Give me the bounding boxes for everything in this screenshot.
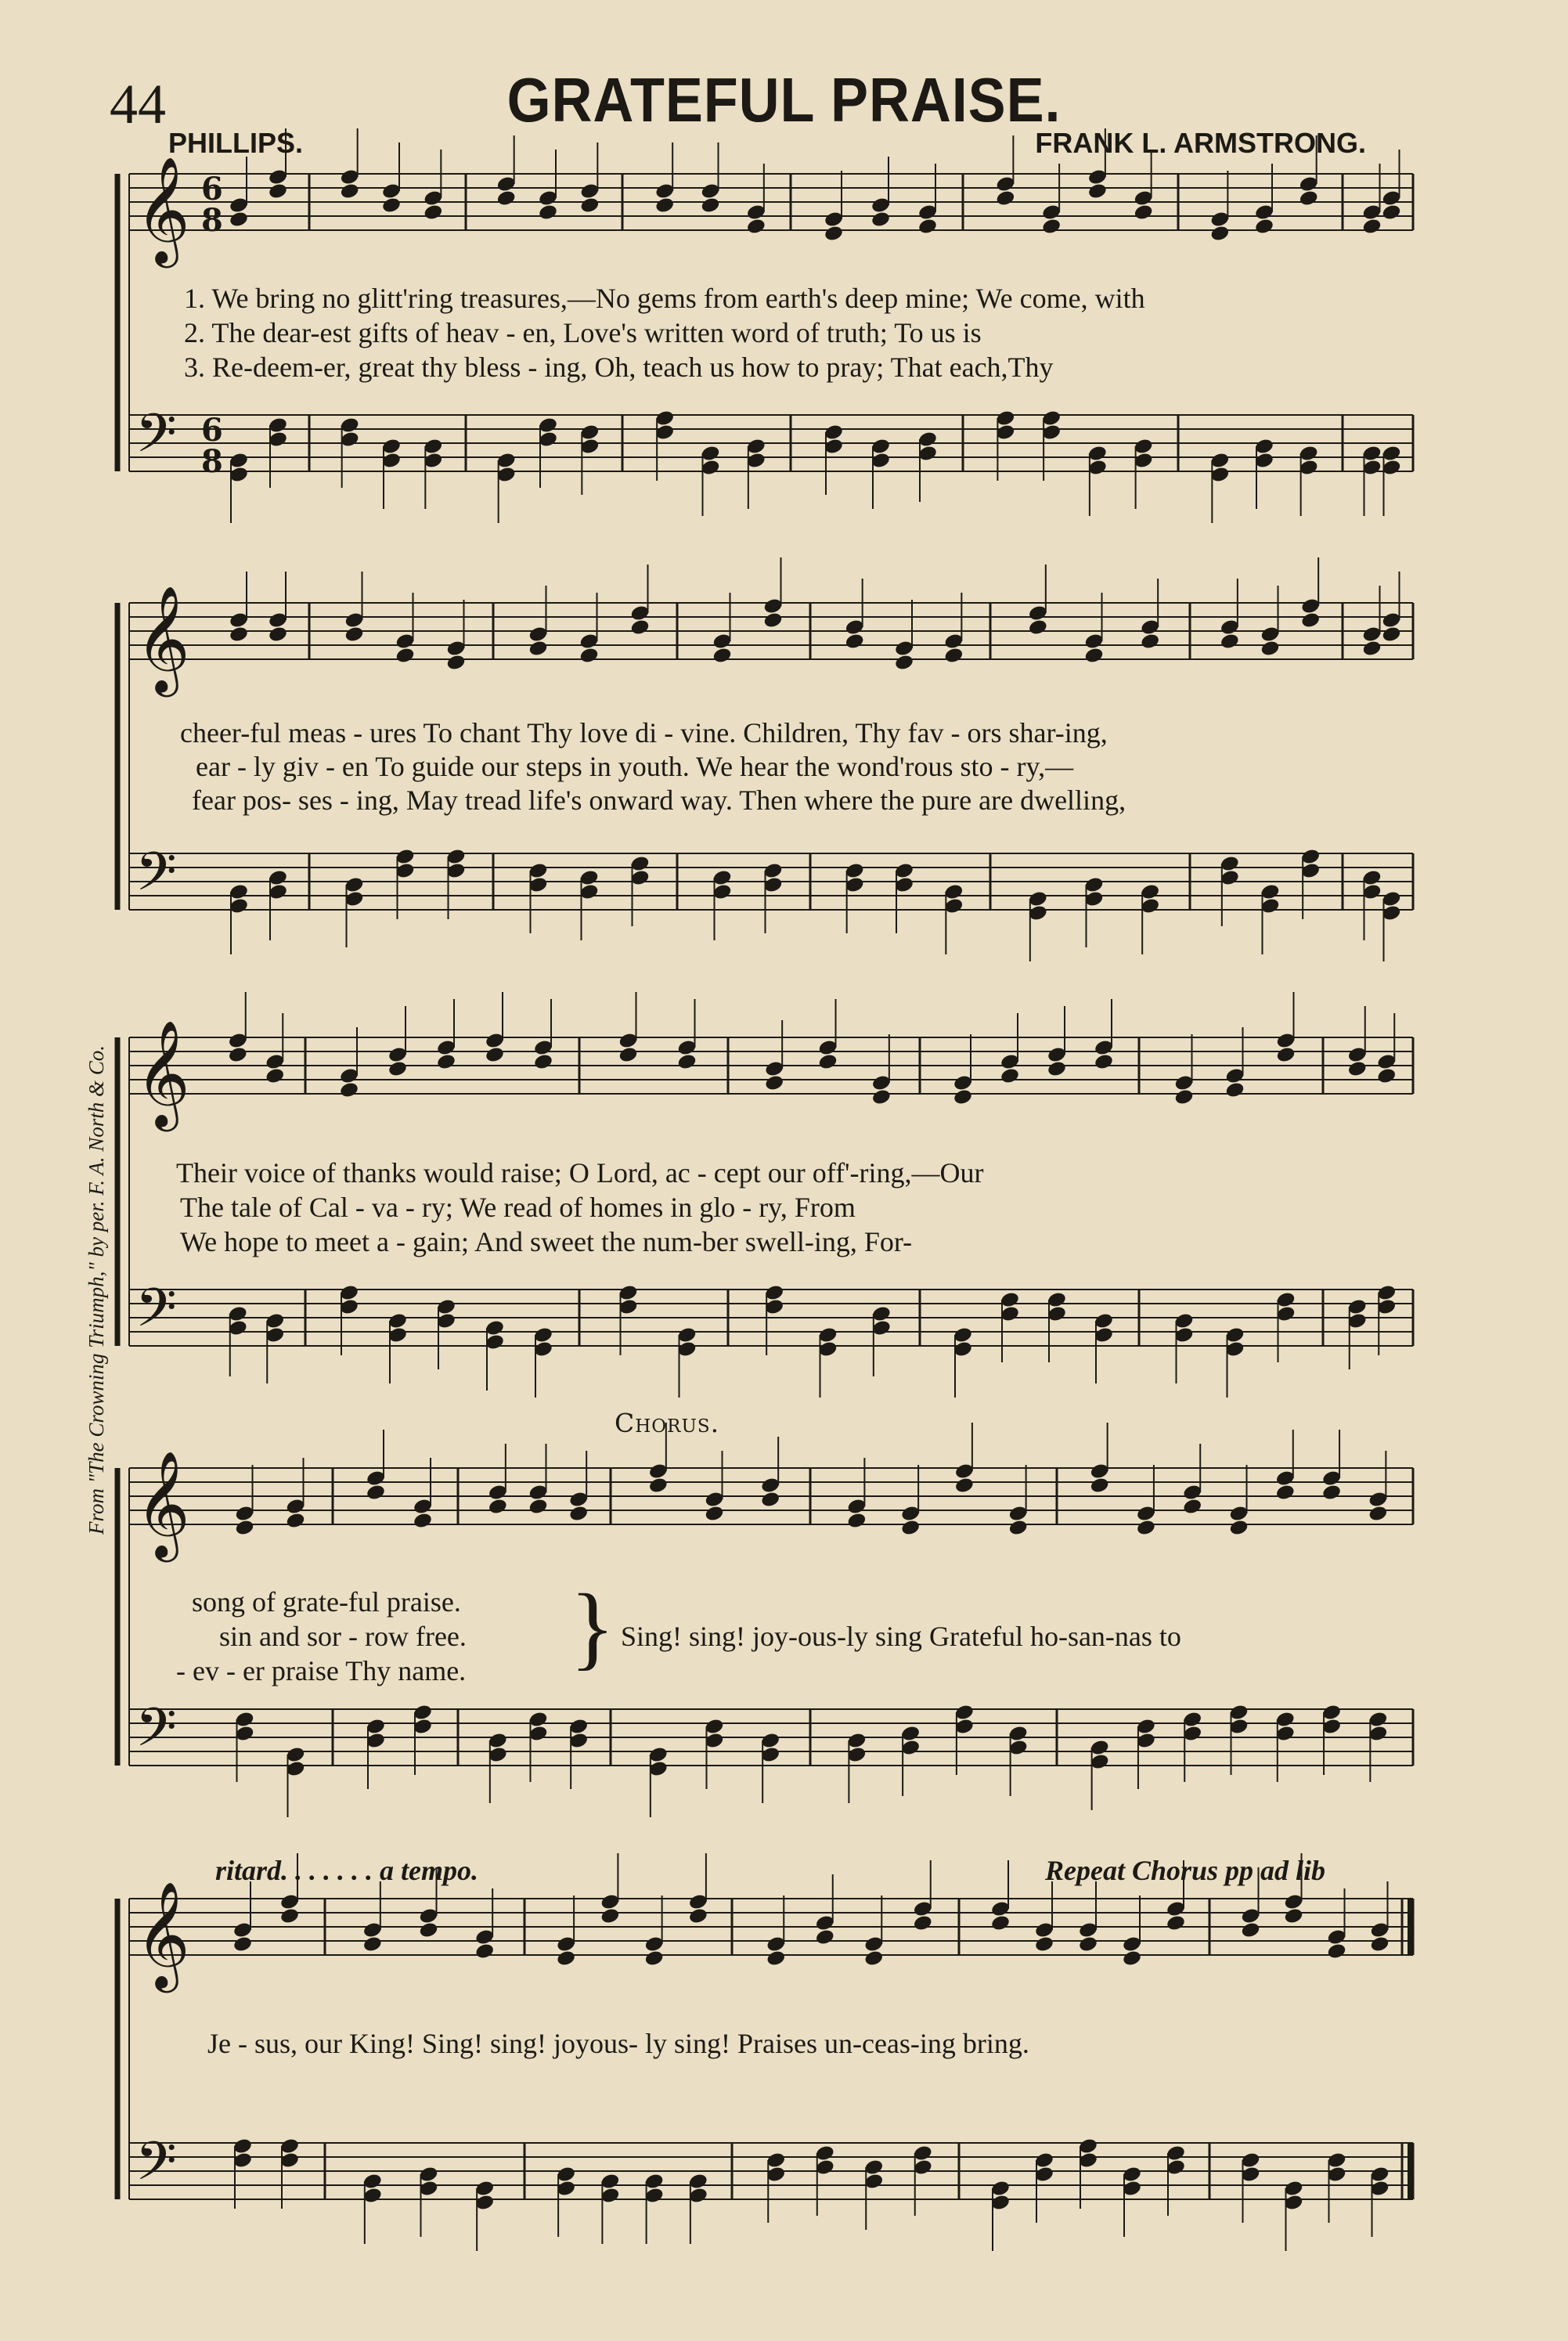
notehead xyxy=(232,1935,253,1953)
notehead xyxy=(1047,1060,1067,1078)
notehead xyxy=(418,1921,438,1939)
notehead xyxy=(538,204,558,222)
bass-clef-icon: 𝄢 xyxy=(135,403,177,478)
notehead xyxy=(1090,1477,1110,1495)
notehead xyxy=(990,1914,1011,1932)
lyric-s3-v3: We hope to meet a - gain; And sweet the num-ber swell-ing, For- xyxy=(180,1226,913,1257)
notehead xyxy=(1209,225,1230,243)
notehead xyxy=(629,619,650,637)
notehead xyxy=(1228,1519,1249,1537)
repeat-marking: Repeat Chorus pp ad lib xyxy=(1045,1855,1326,1886)
notehead xyxy=(579,647,599,665)
notehead xyxy=(568,1505,589,1523)
notehead xyxy=(1122,1950,1142,1968)
chorus-label: Chorus. xyxy=(615,1408,720,1438)
notehead xyxy=(362,1935,383,1953)
notehead xyxy=(1299,189,1319,207)
notehead xyxy=(1083,647,1104,665)
notehead xyxy=(846,1512,867,1530)
ritard-marking: ritard. . . . . . . a tempo. xyxy=(215,1855,479,1886)
notehead xyxy=(746,218,766,236)
notehead xyxy=(995,189,1015,207)
notehead xyxy=(496,189,517,207)
notehead xyxy=(766,1950,786,1968)
source-credit: From "The Crowning Triumph," by per. F. A. North & Co. xyxy=(85,1044,108,1535)
notehead xyxy=(1260,640,1280,658)
notehead xyxy=(913,1914,933,1932)
bass-clef-icon: 𝄢 xyxy=(135,2131,177,2206)
notehead xyxy=(1347,1060,1368,1078)
notehead xyxy=(1028,619,1048,637)
notehead xyxy=(268,626,288,644)
notehead xyxy=(229,626,249,644)
notehead xyxy=(1136,1519,1156,1537)
hymn-title: GRATEFUL PRAISE. xyxy=(506,65,1062,135)
treble-clef-icon: 𝄞 xyxy=(135,155,190,263)
notehead xyxy=(344,626,364,644)
notehead xyxy=(654,197,675,215)
notehead xyxy=(556,1950,576,1968)
notehead xyxy=(1000,1067,1020,1085)
lyric-s2-v2: ear - ly giv - en To guide our steps in youth. We hear the wond'rous sto - ry,— xyxy=(196,751,1074,782)
notehead xyxy=(234,1519,254,1537)
time-signature-top: 6 xyxy=(201,412,223,449)
notehead xyxy=(824,225,844,243)
treble-clef-icon: 𝄞 xyxy=(135,584,190,692)
notehead xyxy=(600,1907,620,1925)
notehead xyxy=(339,1081,359,1099)
lyric-s4-v2: sin and sor - row free. xyxy=(219,1621,467,1652)
notehead xyxy=(1369,1935,1390,1953)
notehead xyxy=(474,1942,495,1960)
notehead xyxy=(1254,218,1274,236)
lyric-s2-v3: fear pos- ses - ing, May tread life's onward way. Then where the pure are dwelling, xyxy=(192,785,1126,816)
notehead xyxy=(871,1088,892,1106)
notehead xyxy=(229,211,249,229)
notehead xyxy=(760,1491,780,1509)
notehead xyxy=(1078,1935,1098,1953)
notehead xyxy=(1275,1484,1296,1502)
bass-clef-icon: 𝄢 xyxy=(135,842,177,916)
notehead xyxy=(1321,1484,1342,1502)
notehead xyxy=(644,1950,665,1968)
notehead xyxy=(700,197,720,215)
notehead xyxy=(1381,626,1401,644)
bass-clef-icon: 𝄢 xyxy=(135,1697,177,1772)
notehead xyxy=(1300,611,1321,629)
lyric-s1-v3: 3. Re-deem-er, great thy bless - ing, Oh, teach us how to pray; That each,Thy xyxy=(184,352,1054,383)
notehead xyxy=(528,640,548,658)
notehead xyxy=(954,1477,975,1495)
notehead xyxy=(1008,1519,1029,1537)
notehead xyxy=(579,197,600,215)
author-name: FRANK L. ARMSTRONG. xyxy=(1035,127,1366,159)
notehead xyxy=(285,1512,305,1530)
notehead xyxy=(381,197,402,215)
notehead xyxy=(1140,633,1160,651)
page-number: 44 xyxy=(110,73,166,135)
notehead xyxy=(340,182,360,200)
notehead xyxy=(423,204,443,222)
notehead xyxy=(815,1928,835,1946)
notehead xyxy=(436,1053,456,1071)
notehead xyxy=(871,211,891,229)
notehead xyxy=(1283,1907,1303,1925)
notehead xyxy=(900,1519,921,1537)
verse-brace: } xyxy=(570,1574,615,1679)
notehead xyxy=(688,1907,708,1925)
notehead xyxy=(1368,1505,1388,1523)
notehead xyxy=(228,1046,248,1064)
notehead xyxy=(1275,1046,1296,1064)
treble-clef-icon: 𝄞 xyxy=(135,1449,190,1557)
notehead xyxy=(1361,640,1382,658)
notehead xyxy=(1182,1498,1202,1516)
notehead xyxy=(1376,1067,1397,1085)
lyric-s1-v1: 1. We bring no glitt'ring treasures,—No gems from earth's deep mine; We come, with xyxy=(184,283,1145,314)
notehead xyxy=(1381,204,1401,222)
notehead xyxy=(1240,1921,1260,1939)
notehead xyxy=(894,654,914,672)
notehead xyxy=(265,1067,285,1085)
lyric-s3-v1: Their voice of thanks would raise; O Lord, ac - cept our off'-ring,—Our xyxy=(176,1157,984,1189)
notehead xyxy=(488,1498,508,1516)
notehead xyxy=(953,1088,973,1106)
treble-clef-icon: 𝄞 xyxy=(135,1880,190,1988)
composer-name: PHILLIPS. xyxy=(168,127,304,159)
notehead xyxy=(1087,182,1108,200)
notehead xyxy=(712,647,732,665)
notehead xyxy=(704,1505,724,1523)
notehead xyxy=(817,1053,838,1071)
notehead xyxy=(268,182,288,200)
notehead xyxy=(762,611,783,629)
notehead xyxy=(1166,1914,1186,1932)
notehead xyxy=(676,1053,697,1071)
bass-clef-icon: 𝄢 xyxy=(135,1278,177,1352)
lyric-s3-v2: The tale of Cal - va - ry; We read of homes in glo - ry, From xyxy=(180,1192,856,1223)
notehead xyxy=(1094,1053,1114,1071)
lyric-s1-v2: 2. The dear-est gifts of heav - en, Love's written word of truth; To us is xyxy=(184,317,982,348)
lyric-s2-v1: cheer-ful meas - ures To chant Thy love di - vine. Children, Thy fav - ors shar-ing, xyxy=(180,717,1108,748)
chorus-lyric: Sing! sing! joy-ous-ly sing Grateful ho-san-nas to xyxy=(621,1621,1181,1652)
notehead xyxy=(279,1907,300,1925)
lyric-s4-v3: - ev - er praise Thy name. xyxy=(176,1655,467,1686)
notehead xyxy=(1134,204,1154,222)
time-signature-bottom: 8 xyxy=(201,443,223,480)
lyric-s5: Je - sus, our King! Sing! sing! joyous- ly sing! Praises un-ceas-ing bring. xyxy=(207,2028,1029,2059)
time-signature-top: 6 xyxy=(201,171,223,207)
notehead xyxy=(943,647,964,665)
notehead xyxy=(1041,218,1062,236)
notehead xyxy=(528,1498,548,1516)
notehead xyxy=(1361,218,1382,236)
notehead xyxy=(533,1053,553,1071)
notehead xyxy=(618,1046,638,1064)
treble-clef-icon: 𝄞 xyxy=(135,1019,190,1127)
notehead xyxy=(445,654,466,672)
notehead xyxy=(764,1074,784,1092)
notehead xyxy=(387,1060,408,1078)
notehead xyxy=(366,1484,386,1502)
notehead xyxy=(1224,1081,1245,1099)
notehead xyxy=(863,1950,884,1968)
notehead xyxy=(1220,633,1240,651)
lyric-s4-v1: song of grate-ful praise. xyxy=(192,1586,461,1618)
notehead xyxy=(413,1512,433,1530)
notehead xyxy=(917,218,938,236)
notehead xyxy=(648,1477,669,1495)
notehead xyxy=(1326,1942,1346,1960)
notehead xyxy=(845,633,865,651)
notehead xyxy=(485,1046,505,1064)
notehead xyxy=(1034,1935,1054,1953)
time-signature-bottom: 8 xyxy=(201,202,223,239)
notehead xyxy=(1173,1088,1194,1106)
notehead xyxy=(395,647,415,665)
